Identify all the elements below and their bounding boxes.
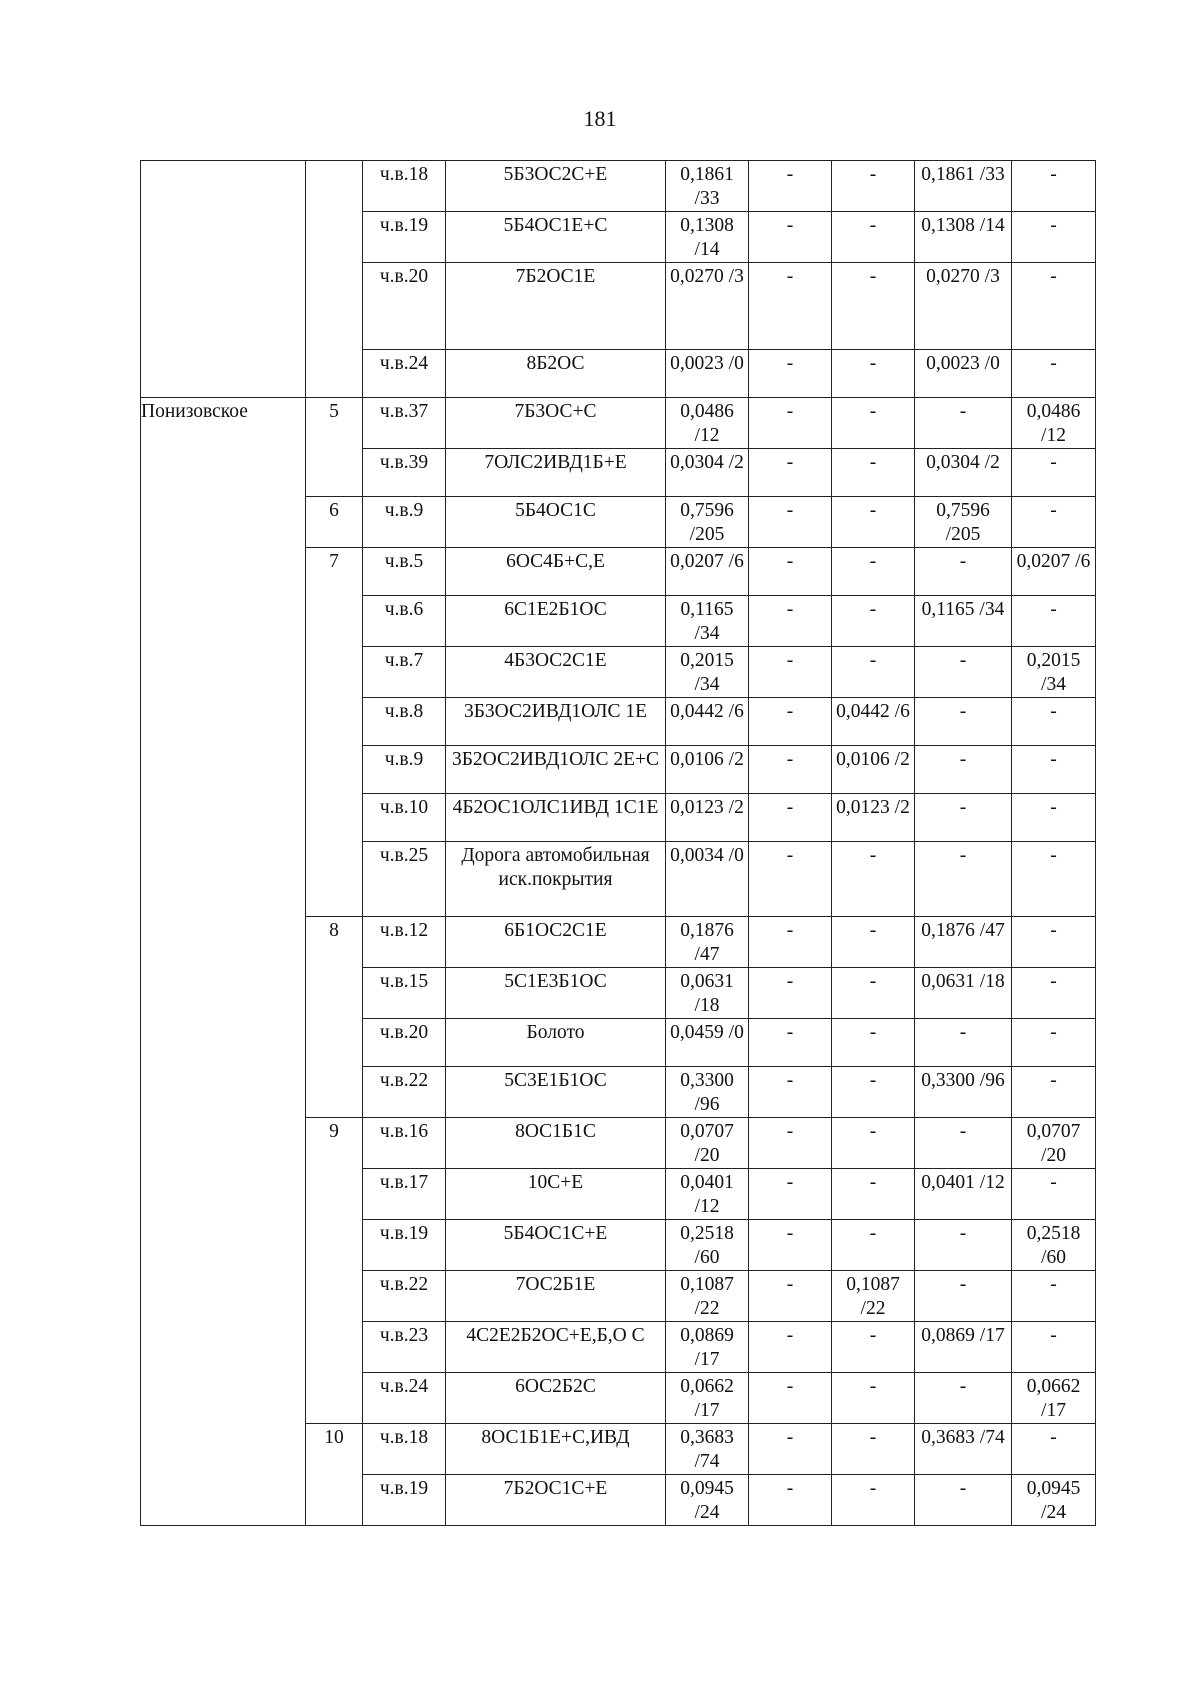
col-2-cell: - <box>749 548 832 596</box>
quarter-cell: 6 <box>306 497 363 548</box>
composition-cell: 10С+Е <box>446 1169 666 1220</box>
col-2-cell: - <box>749 596 832 647</box>
section-cell: ч.в.7 <box>363 647 446 698</box>
col-5-cell: - <box>1012 794 1096 842</box>
col-2-cell: - <box>749 698 832 746</box>
section-cell: ч.в.8 <box>363 698 446 746</box>
col-5-cell: 0,0207 /6 <box>1012 548 1096 596</box>
total-area-cell: 0,0207 /6 <box>666 548 749 596</box>
composition-cell: 8ОС1Б1Е+С,ИВД <box>446 1424 666 1475</box>
col-3-cell: - <box>832 917 915 968</box>
col-3-cell: - <box>832 1424 915 1475</box>
col-3-cell: - <box>832 449 915 497</box>
col-4-cell: - <box>915 1019 1012 1067</box>
col-2-cell: - <box>749 917 832 968</box>
col-2-cell: - <box>749 1220 832 1271</box>
composition-cell: 6ОС2Б2С <box>446 1373 666 1424</box>
col-4-cell: - <box>915 548 1012 596</box>
composition-cell: 4С2Е2Б2ОС+Е,Б,О С <box>446 1322 666 1373</box>
col-5-cell: - <box>1012 161 1096 212</box>
col-3-cell: - <box>832 548 915 596</box>
col-2-cell: - <box>749 1475 832 1526</box>
total-area-cell: 0,0631 /18 <box>666 968 749 1019</box>
total-area-cell: 0,0869 /17 <box>666 1322 749 1373</box>
total-area-cell: 0,0123 /2 <box>666 794 749 842</box>
col-3-cell: - <box>832 842 915 917</box>
col-3-cell: - <box>832 497 915 548</box>
col-3-cell: - <box>832 398 915 449</box>
col-5-cell: - <box>1012 1322 1096 1373</box>
col-4-cell: 0,3683 /74 <box>915 1424 1012 1475</box>
composition-cell: Болото <box>446 1019 666 1067</box>
col-4-cell: - <box>915 698 1012 746</box>
total-area-cell: 0,0106 /2 <box>666 746 749 794</box>
composition-cell: 8Б2ОС <box>446 350 666 398</box>
col-2-cell: - <box>749 1373 832 1424</box>
total-area-cell: 0,3683 /74 <box>666 1424 749 1475</box>
table-body <box>141 161 1096 1526</box>
col-3-cell: 0,0123 /2 <box>832 794 915 842</box>
section-cell: ч.в.12 <box>363 917 446 968</box>
region-cell: Понизовское <box>141 398 306 1526</box>
section-cell: ч.в.6 <box>363 596 446 647</box>
col-5-cell: - <box>1012 842 1096 917</box>
composition-cell: 6ОС4Б+С,Е <box>446 548 666 596</box>
col-2-cell: - <box>749 1424 832 1475</box>
section-cell: ч.в.20 <box>363 1019 446 1067</box>
composition-cell: 4Б3ОС2С1Е <box>446 647 666 698</box>
section-cell: ч.в.22 <box>363 1271 446 1322</box>
quarter-cell: 7 <box>306 548 363 917</box>
section-cell: ч.в.16 <box>363 1118 446 1169</box>
section-cell: ч.в.24 <box>363 1373 446 1424</box>
col-5-cell: - <box>1012 212 1096 263</box>
col-5-cell: - <box>1012 449 1096 497</box>
col-4-cell: - <box>915 1118 1012 1169</box>
col-4-cell: - <box>915 398 1012 449</box>
page-number: 181 <box>583 106 617 131</box>
col-3-cell: - <box>832 1019 915 1067</box>
col-4-cell: - <box>915 647 1012 698</box>
col-2-cell: - <box>749 1322 832 1373</box>
col-2-cell: - <box>749 449 832 497</box>
col-3-cell: - <box>832 596 915 647</box>
total-area-cell: 0,7596 /205 <box>666 497 749 548</box>
forest-allotment-table <box>140 160 1096 1526</box>
total-area-cell: 0,1165 /34 <box>666 596 749 647</box>
col-5-cell: - <box>1012 497 1096 548</box>
quarter-cell: 9 <box>306 1118 363 1424</box>
col-3-cell: - <box>832 212 915 263</box>
col-5-cell: 0,0486 /12 <box>1012 398 1096 449</box>
composition-cell: 5С1Е3Б1ОС <box>446 968 666 1019</box>
col-3-cell: 0,0106 /2 <box>832 746 915 794</box>
composition-cell: 6С1Е2Б1ОС <box>446 596 666 647</box>
col-5-cell: - <box>1012 1067 1096 1118</box>
col-3-cell: - <box>832 1169 915 1220</box>
col-2-cell: - <box>749 161 832 212</box>
section-cell: ч.в.22 <box>363 1067 446 1118</box>
col-5-cell: - <box>1012 1424 1096 1475</box>
col-3-cell: 0,0442 /6 <box>832 698 915 746</box>
total-area-cell: 0,0459 /0 <box>666 1019 749 1067</box>
total-area-cell: 0,0486 /12 <box>666 398 749 449</box>
composition-cell: 7ОС2Б1Е <box>446 1271 666 1322</box>
col-3-cell: - <box>832 1373 915 1424</box>
col-2-cell: - <box>749 263 832 350</box>
quarter-cell-continued <box>306 161 363 398</box>
col-3-cell: - <box>832 647 915 698</box>
col-4-cell: - <box>915 842 1012 917</box>
composition-cell: 5Б4ОС1С <box>446 497 666 548</box>
col-4-cell: 0,1861 /33 <box>915 161 1012 212</box>
total-area-cell: 0,0945 /24 <box>666 1475 749 1526</box>
total-area-cell: 0,1308 /14 <box>666 212 749 263</box>
col-5-cell: - <box>1012 263 1096 350</box>
total-area-cell: 0,1087 /22 <box>666 1271 749 1322</box>
quarter-cell: 10 <box>306 1424 363 1526</box>
section-cell: ч.в.18 <box>363 1424 446 1475</box>
section-cell: ч.в.37 <box>363 398 446 449</box>
col-5-cell: - <box>1012 596 1096 647</box>
col-5-cell: 0,2015 /34 <box>1012 647 1096 698</box>
section-cell: ч.в.20 <box>363 263 446 350</box>
col-4-cell: 0,0869 /17 <box>915 1322 1012 1373</box>
col-5-cell: 0,0707 /20 <box>1012 1118 1096 1169</box>
col-2-cell: - <box>749 968 832 1019</box>
col-2-cell: - <box>749 497 832 548</box>
col-5-cell: - <box>1012 1019 1096 1067</box>
quarter-cell: 8 <box>306 917 363 1118</box>
col-4-cell: 0,0023 /0 <box>915 350 1012 398</box>
composition-cell: Дорога автомобильная иск.покрытия <box>446 842 666 917</box>
col-2-cell: - <box>749 746 832 794</box>
col-2-cell: - <box>749 1019 832 1067</box>
section-cell: ч.в.19 <box>363 212 446 263</box>
table-row <box>141 161 1096 212</box>
composition-cell: 5Б3ОС2С+Е <box>446 161 666 212</box>
total-area-cell: 0,0442 /6 <box>666 698 749 746</box>
total-area-cell: 0,0304 /2 <box>666 449 749 497</box>
col-3-cell: 0,1087 /22 <box>832 1271 915 1322</box>
col-2-cell: - <box>749 794 832 842</box>
section-cell: ч.в.19 <box>363 1475 446 1526</box>
table-row <box>141 398 1096 449</box>
col-4-cell: 0,7596 /205 <box>915 497 1012 548</box>
col-5-cell: - <box>1012 746 1096 794</box>
section-cell: ч.в.10 <box>363 794 446 842</box>
total-area-cell: 0,0023 /0 <box>666 350 749 398</box>
section-cell: ч.в.17 <box>363 1169 446 1220</box>
col-2-cell: - <box>749 212 832 263</box>
col-3-cell: - <box>832 161 915 212</box>
section-cell: ч.в.23 <box>363 1322 446 1373</box>
composition-cell: 8ОС1Б1С <box>446 1118 666 1169</box>
col-4-cell: 0,0631 /18 <box>915 968 1012 1019</box>
col-4-cell: 0,3300 /96 <box>915 1067 1012 1118</box>
composition-cell: 5Б4ОС1С+Е <box>446 1220 666 1271</box>
col-3-cell: - <box>832 263 915 350</box>
quarter-cell: 5 <box>306 398 363 497</box>
section-cell: ч.в.15 <box>363 968 446 1019</box>
col-2-cell: - <box>749 350 832 398</box>
section-cell: ч.в.9 <box>363 497 446 548</box>
section-cell: ч.в.24 <box>363 350 446 398</box>
total-area-cell: 0,0270 /3 <box>666 263 749 350</box>
composition-cell: 7Б2ОС1Е <box>446 263 666 350</box>
col-4-cell: - <box>915 1271 1012 1322</box>
col-2-cell: - <box>749 647 832 698</box>
total-area-cell: 0,0662 /17 <box>666 1373 749 1424</box>
composition-cell: 7Б2ОС1С+Е <box>446 1475 666 1526</box>
total-area-cell: 0,1876 /47 <box>666 917 749 968</box>
total-area-cell: 0,0707 /20 <box>666 1118 749 1169</box>
col-2-cell: - <box>749 1271 832 1322</box>
total-area-cell: 0,3300 /96 <box>666 1067 749 1118</box>
composition-cell: 5С3Е1Б1ОС <box>446 1067 666 1118</box>
col-5-cell: - <box>1012 350 1096 398</box>
col-2-cell: - <box>749 1169 832 1220</box>
col-3-cell: - <box>832 968 915 1019</box>
composition-cell: 4Б2ОС1ОЛС1ИВД 1С1Е <box>446 794 666 842</box>
col-3-cell: - <box>832 1475 915 1526</box>
total-area-cell: 0,0401 /12 <box>666 1169 749 1220</box>
col-2-cell: - <box>749 1118 832 1169</box>
col-3-cell: - <box>832 1220 915 1271</box>
col-5-cell: - <box>1012 1169 1096 1220</box>
col-4-cell: 0,1308 /14 <box>915 212 1012 263</box>
composition-cell: 6Б1ОС2С1Е <box>446 917 666 968</box>
section-cell: ч.в.5 <box>363 548 446 596</box>
col-4-cell: 0,1876 /47 <box>915 917 1012 968</box>
composition-cell: 3Б3ОС2ИВД1ОЛС 1Е <box>446 698 666 746</box>
col-4-cell: 0,0401 /12 <box>915 1169 1012 1220</box>
col-5-cell: - <box>1012 698 1096 746</box>
total-area-cell: 0,2015 /34 <box>666 647 749 698</box>
col-4-cell: - <box>915 1220 1012 1271</box>
col-5-cell: 0,2518 /60 <box>1012 1220 1096 1271</box>
col-4-cell: - <box>915 1373 1012 1424</box>
col-4-cell: 0,0304 /2 <box>915 449 1012 497</box>
section-cell: ч.в.9 <box>363 746 446 794</box>
section-cell: ч.в.19 <box>363 1220 446 1271</box>
col-5-cell: - <box>1012 917 1096 968</box>
col-5-cell: - <box>1012 968 1096 1019</box>
total-area-cell: 0,1861 /33 <box>666 161 749 212</box>
col-2-cell: - <box>749 842 832 917</box>
col-2-cell: - <box>749 398 832 449</box>
section-cell: ч.в.39 <box>363 449 446 497</box>
col-3-cell: - <box>832 350 915 398</box>
col-5-cell: 0,0945 /24 <box>1012 1475 1096 1526</box>
section-cell: ч.в.18 <box>363 161 446 212</box>
total-area-cell: 0,2518 /60 <box>666 1220 749 1271</box>
composition-cell: 7Б3ОС+С <box>446 398 666 449</box>
col-2-cell: - <box>749 1067 832 1118</box>
composition-cell: 5Б4ОС1Е+С <box>446 212 666 263</box>
col-3-cell: - <box>832 1322 915 1373</box>
col-5-cell: - <box>1012 1271 1096 1322</box>
col-4-cell: - <box>915 794 1012 842</box>
col-4-cell: - <box>915 1475 1012 1526</box>
col-5-cell: 0,0662 /17 <box>1012 1373 1096 1424</box>
col-4-cell: 0,0270 /3 <box>915 263 1012 350</box>
region-cell-continued <box>141 161 306 398</box>
composition-cell: 7ОЛС2ИВД1Б+Е <box>446 449 666 497</box>
col-4-cell: - <box>915 746 1012 794</box>
total-area-cell: 0,0034 /0 <box>666 842 749 917</box>
composition-cell: 3Б2ОС2ИВД1ОЛС 2Е+С <box>446 746 666 794</box>
col-3-cell: - <box>832 1118 915 1169</box>
col-3-cell: - <box>832 1067 915 1118</box>
col-4-cell: 0,1165 /34 <box>915 596 1012 647</box>
section-cell: ч.в.25 <box>363 842 446 917</box>
